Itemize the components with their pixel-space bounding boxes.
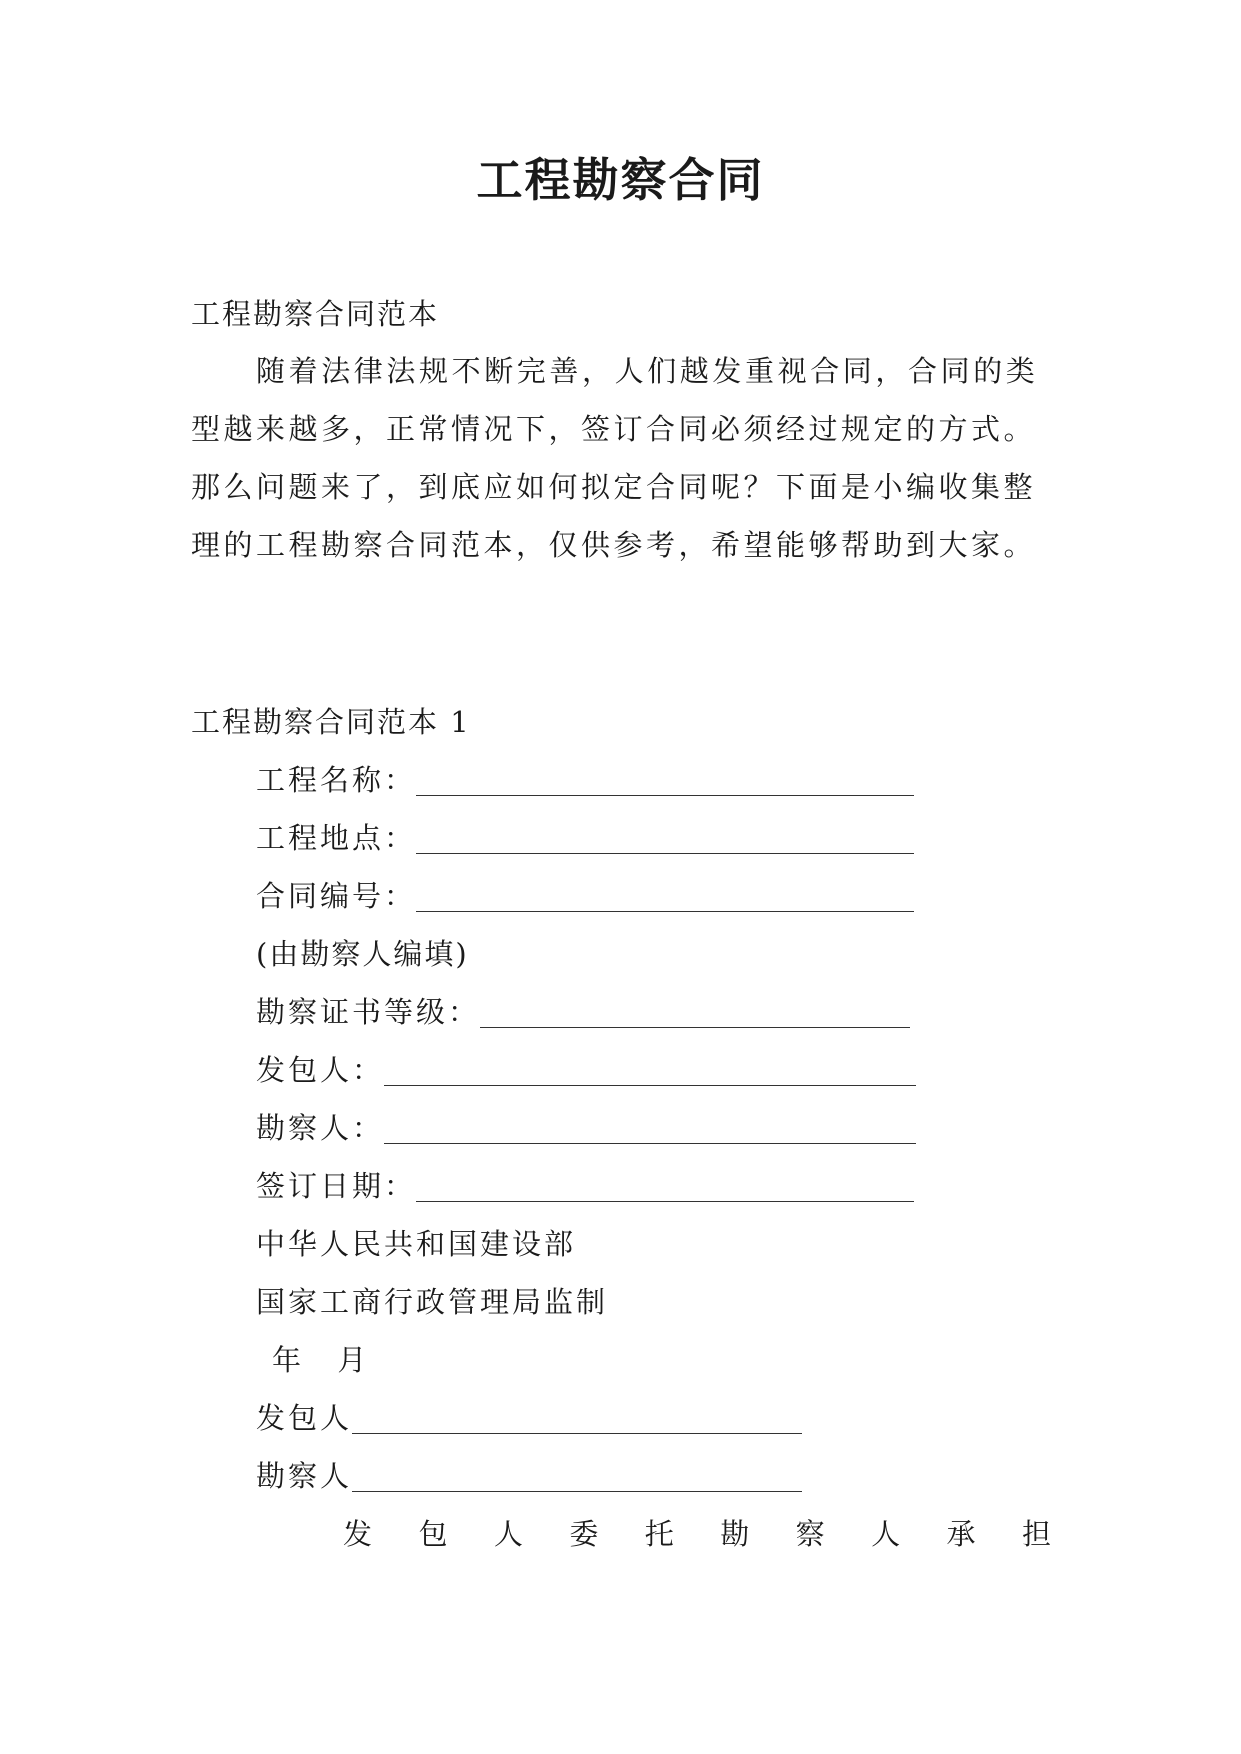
year-month: 年 月 (272, 1343, 373, 1377)
spread-char: 察 (795, 1517, 825, 1551)
field-project-location (256, 818, 914, 858)
blank-line (416, 1200, 914, 1202)
field-label: 勘察人 (256, 1459, 353, 1493)
field-project-name (256, 760, 914, 800)
blank-line (384, 1084, 916, 1086)
spread-char: 人 (871, 1517, 901, 1551)
field-label: 发包人： (256, 1053, 385, 1087)
spread-char: 包 (418, 1517, 448, 1551)
issuer-bureau: 国家工商行政管理局监制 (256, 1285, 609, 1319)
blank-line (384, 1142, 916, 1144)
blank-line (352, 1432, 802, 1434)
field-label: 合同编号： (256, 879, 417, 913)
field-surveyor (256, 1108, 916, 1148)
field-cert-level (256, 992, 910, 1032)
field-label: 发包人 (256, 1401, 353, 1435)
section-heading: 工程勘察合同范本 1 (191, 705, 471, 739)
field-label: 工程名称： (256, 763, 417, 797)
field-label: 勘察人： (256, 1111, 385, 1145)
spread-char: 人 (493, 1517, 523, 1551)
intro-line-3: 那么问题来了，到底应如何拟定合同呢？下面是小编收集整 (191, 470, 1037, 504)
blank-line (352, 1490, 802, 1492)
field-client (256, 1050, 916, 1090)
blank-line (416, 794, 914, 796)
spread-char: 担 (1021, 1517, 1051, 1551)
spread-char: 托 (644, 1517, 674, 1551)
intro-line-2: 型越来越多，正常情况下，签订合同必须经过规定的方式。 (191, 412, 1037, 446)
field-label: 勘察证书等级： (256, 995, 481, 1029)
subtitle: 工程勘察合同范本 (191, 297, 440, 331)
filled-by-note: (由勘察人编填) (256, 937, 469, 971)
blank-line (416, 852, 914, 854)
spread-char: 承 (946, 1517, 976, 1551)
spread-char: 委 (569, 1517, 599, 1551)
document-title: 工程勘察合同 (476, 153, 765, 207)
intro-line-1: 随着法律法规不断完善，人们越发重视合同，合同的类 (256, 354, 1039, 388)
field-contract-number (256, 876, 914, 916)
field-label: 工程地点： (256, 821, 417, 855)
field-label: 签订日期： (256, 1169, 417, 1203)
spread-char: 勘 (720, 1517, 750, 1551)
blank-line (416, 910, 914, 912)
spread-char: 发 (343, 1517, 373, 1551)
intro-line-4: 理的工程勘察合同范本，仅供参考，希望能够帮助到大家。 (191, 528, 1037, 562)
blank-line (480, 1026, 910, 1028)
spread-text-line (343, 1514, 1051, 1554)
issuer-ministry: 中华人民共和国建设部 (256, 1227, 577, 1261)
field-sign-date (256, 1166, 914, 1206)
sign-surveyor-line (256, 1456, 802, 1496)
sign-client-line (256, 1398, 802, 1438)
